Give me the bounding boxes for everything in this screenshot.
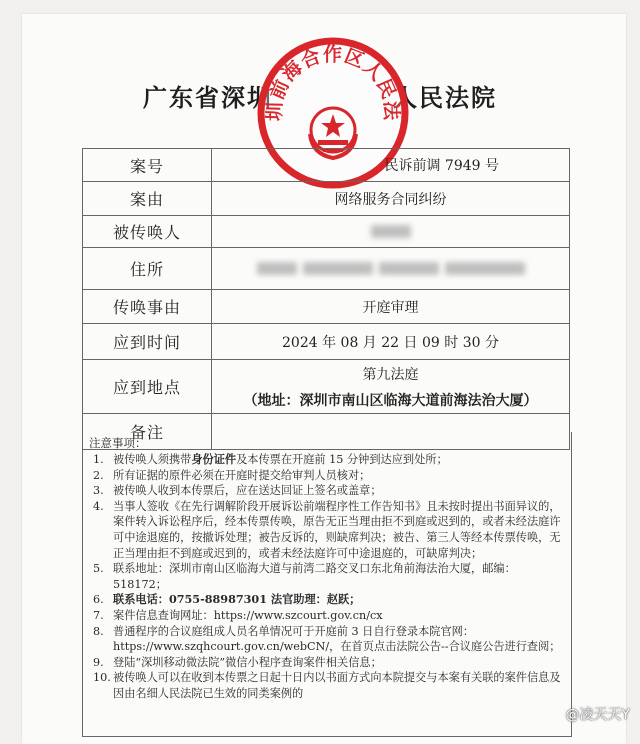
label-reason: 传唤事由	[83, 290, 212, 324]
note-item: 1. 被传唤人须携带身份证件及本传票在开庭前 15 分钟到达应到处所；	[93, 452, 561, 468]
note-item: 3. 被传唤人收到本传票后，应在送达回证上签名或盖章；	[93, 483, 561, 499]
seal-text: 圳前海合作区人民法	[254, 34, 403, 121]
label-place: 应到地点	[83, 360, 212, 414]
label-time: 应到时间	[83, 324, 212, 360]
label-address: 住所	[83, 248, 212, 290]
label-case-number: 案号	[83, 149, 212, 182]
row-cause	[83, 182, 570, 216]
row-case-number	[83, 149, 570, 182]
redacted-name	[371, 225, 411, 238]
value-address	[212, 248, 570, 290]
summons-table	[82, 148, 570, 450]
value-time: 2024 年 08 月 22 日 09 时 30 分	[212, 324, 570, 360]
redacted-address	[257, 262, 297, 275]
row-place	[83, 360, 570, 414]
notes-title: 注意事项：	[89, 436, 147, 452]
value-place	[212, 360, 570, 414]
note-item: 5. 联系地址：深圳市南山区临海大道与前湾二路交叉口东北角前海法治大厦，邮编：518172；	[93, 561, 561, 592]
watermark: @凌天天Y	[565, 704, 630, 724]
row-summoned-person	[83, 216, 570, 248]
value-case-number: 民诉前调 7949 号	[212, 149, 570, 182]
title-right: 人民法院	[393, 83, 497, 112]
place-courtroom: 第九法庭	[212, 364, 569, 384]
row-address	[83, 248, 570, 290]
value-reason: 开庭审理	[212, 290, 570, 324]
notes-section	[82, 432, 572, 737]
note-item: 2. 所有证据的原件必须在开庭时提交给审判人员核对；	[93, 468, 561, 484]
notes-list	[93, 452, 561, 702]
value-cause: 网络服务合同纠纷	[212, 182, 570, 216]
place-address: （地址：深圳市南山区临海大道前海法治大厦）	[212, 390, 569, 410]
note-item: 10. 被传唤人可以在收到本传票之日起十日内以书面方式向本院提交与本案有关联的案件信息及因由名细人民法院已生效的同类案例的	[93, 670, 561, 701]
label-cause: 案由	[83, 182, 212, 216]
label-summoned-person: 被传唤人	[83, 216, 212, 248]
row-reason	[83, 290, 570, 324]
row-time	[83, 324, 570, 360]
value-summoned-person	[212, 216, 570, 248]
label-remarks: 备注	[83, 414, 212, 450]
note-item: 8. 普通程序的合议庭组成人员名单情况可于开庭前 3 日自行登录本院官网：https://www.szqhcourt.gov.cn/webCN/，在首页点击法院公告--合议庭公告进行查阅；	[93, 624, 561, 655]
note-item: 9. 登陆“深圳移动微法院”微信小程序查询案件相关信息；	[93, 655, 561, 671]
note-item: 4. 当事人签收《在先行调解阶段开展诉讼前端程序性工作告知书》且未按时提出书面异议的，案件转入诉讼程序后，经本传票传唤，原告无正当理由拒不到庭或迟到的，或者未经法庭许可中途退庭的，按撤诉处理；被告反诉的，则缺席判决；被告、第三人等经本传票传唤，无正当理由拒不到庭或迟到的，或者未经法庭许可中途退庭的，可缺席判决；	[93, 499, 561, 561]
note-item: 7. 案件信息查询网址：https://www.szcourt.gov.cn/cx	[93, 608, 561, 624]
note-item: 6. 联系电话：0755-88987301 法官助理：赵跃；	[93, 592, 561, 608]
title-left: 广东省深圳	[143, 83, 273, 112]
